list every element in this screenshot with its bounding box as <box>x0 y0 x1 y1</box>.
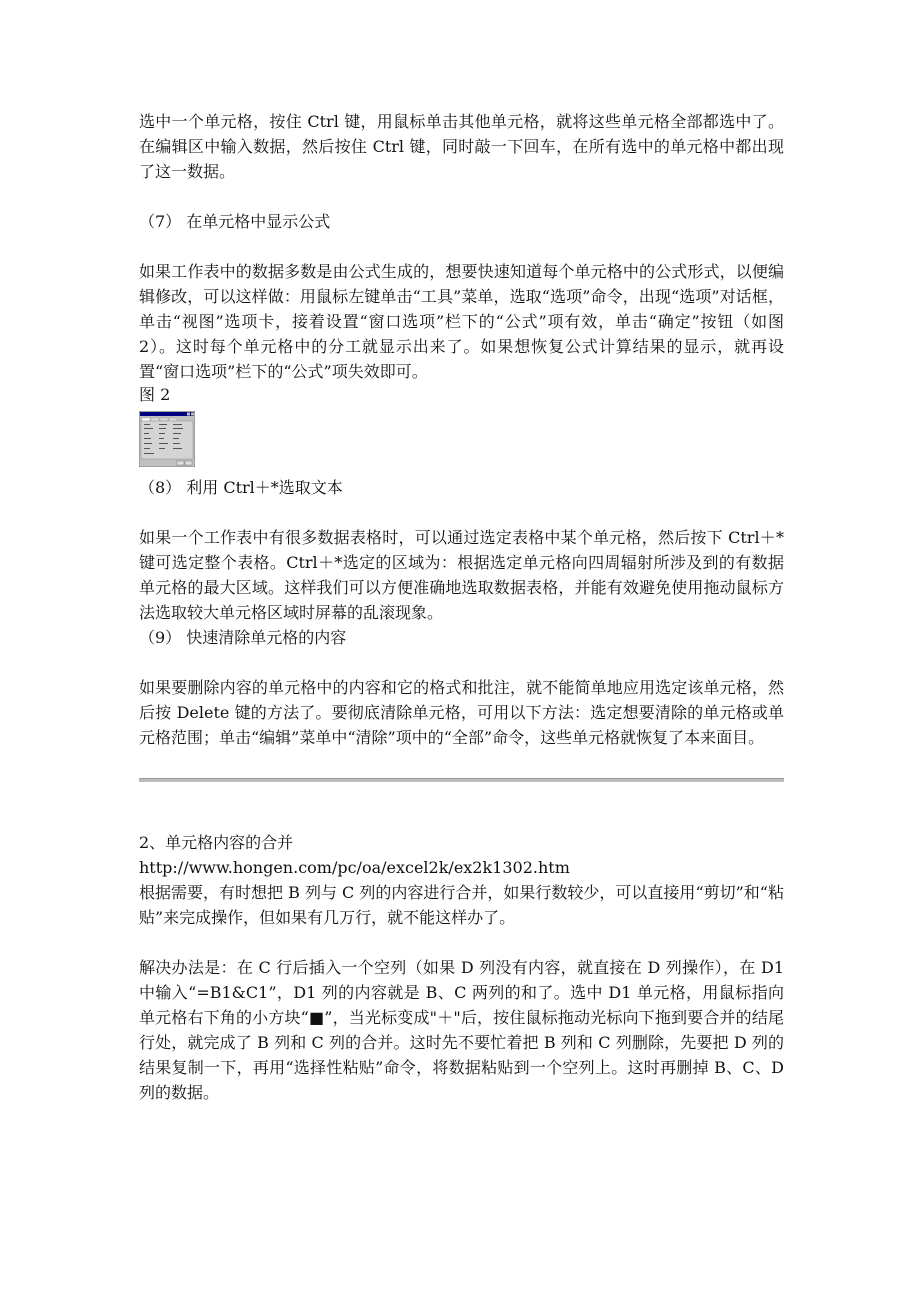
paragraph-merge-intro: 根据需要，有时想把 B 列与 C 列的内容进行合并，如果行数较少，可以直接用“剪切”和“粘贴”来完成操作，但如果有几万行，就不能这样办了。 <box>139 883 784 927</box>
paragraph-show-formulas: 如果工作表中的数据多数是由公式生成的，想要快速知道每个单元格中的公式形式，以便编辑修改，可以这样做：用鼠标左键单击“工具”菜单，选取“选项”命令，出现“选项”对话框，单击“视图”选项卡，接着设置“窗口选项”栏下的“公式”项有效，单击“确定”按钮（如图 2）。这时每个单元格中的分工就显示出来了。如果想恢复公式计算结果的显示，就再设置“窗口选项”栏下的“公式”项失效即可。 <box>139 262 784 381</box>
paragraph-ctrl-select: 选中一个单元格，按住 Ctrl 键，用鼠标单击其他单元格，就将这些单元格全部都选中了。在编辑区中输入数据，然后按住 Ctrl 键，同时敲一下回车，在所有选中的单元格中都出现了这一数据。 <box>139 112 784 181</box>
section-title-merge: 2、单元格内容的合并 <box>139 833 294 852</box>
paragraph-merge-solution: 解决办法是：在 C 行后插入一个空列（如果 D 列没有内容，就直接在 D 列操作），在 D1 中输入“=B1&C1”，D1 列的内容就是 B、C 两列的和了。选中 D1 单元格，用鼠标指向单元格右下角的小方块“■”，当光标变成"＋"后，按住鼠标拖动光标向下拖到要合并的结尾行处，就完成了 B 列和 C 列的合并。这时先不要忙着把 B 列和 C 列删除，先要把 D 列的结果复制一下，再用“选择性粘贴”命令，将数据粘贴到一个空列上。这时再删掉 B、C、D 列的数据。 <box>139 958 784 1102</box>
figure-label: 图 2 <box>139 385 171 404</box>
paragraph-ctrl-star: 如果一个工作表中有很多数据表格时，可以通过选定表格中某个单元格，然后按下 Ctrl＋*键可选定整个表格。Ctrl＋*选定的区域为：根据选定单元格向四周辐射所涉及到的有数据单元格的最大区域。这样我们可以方便准确地选取数据表格，并能有效避免使用拖动鼠标方法选取较大单元格区域时屏幕的乱滚现象。 <box>139 528 784 622</box>
horizontal-divider <box>139 778 784 782</box>
document-page <box>139 109 784 1105</box>
paragraph-clear-cells: 如果要删除内容的单元格中的内容和它的格式和批注，就不能简单地应用选定该单元格，然后按 Delete 键的方法了。要彻底清除单元格，可用以下方法：选定想要清除的单元格或单元格范围；单击“编辑”菜单中“清除”项中的“全部”命令，这些单元格就恢复了本来面目。 <box>139 678 784 747</box>
heading-show-formulas: （7） 在单元格中显示公式 <box>139 212 331 231</box>
options-dialog-thumbnail <box>139 411 195 467</box>
heading-clear-cells: （9） 快速清除单元格的内容 <box>139 628 347 647</box>
heading-ctrl-star: （8） 利用 Ctrl＋*选取文本 <box>139 478 343 497</box>
source-url: http://www.hongen.com/pc/oa/excel2k/ex2k1302.htm <box>139 858 570 877</box>
